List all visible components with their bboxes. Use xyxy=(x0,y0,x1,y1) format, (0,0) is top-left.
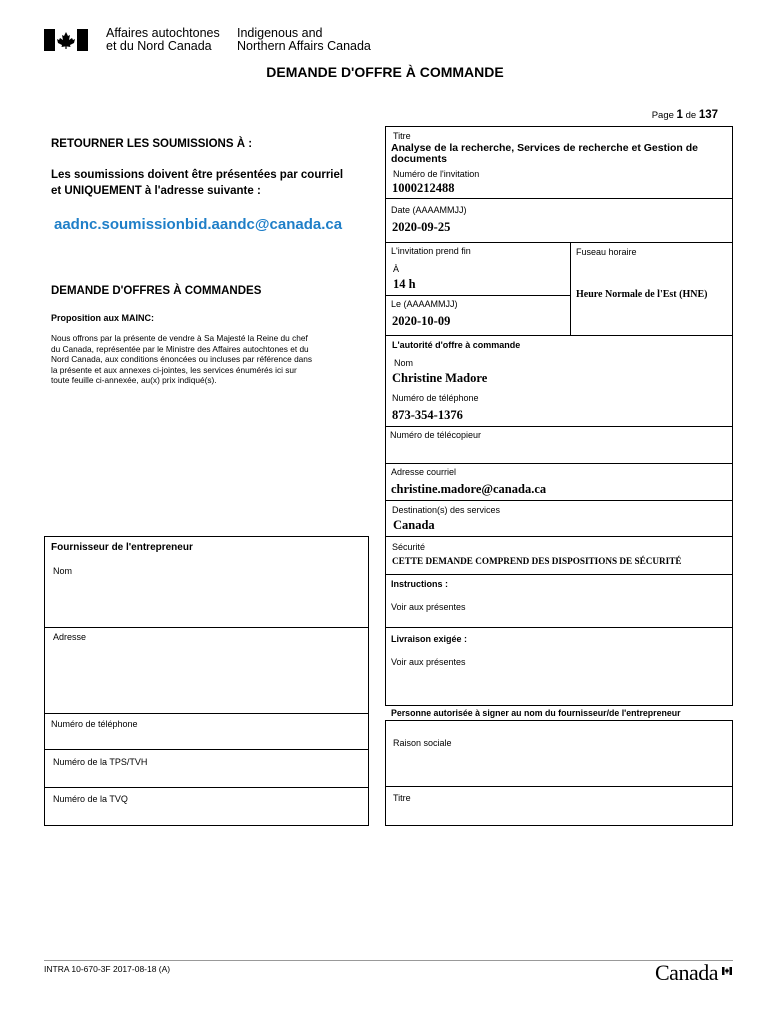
dept-fr-line1: Affaires autochtones xyxy=(106,26,220,40)
title-label: Titre xyxy=(393,131,411,141)
timezone-value: Heure Normale de l'Est (HNE) xyxy=(576,289,708,300)
authority-name-value: Christine Madore xyxy=(392,371,488,385)
destination-label: Destination(s) des services xyxy=(392,505,501,515)
title-value: Analyse de la recherche, Services de recherche et Gestion de documents xyxy=(391,142,698,165)
fax-label: Numéro de télécopieur xyxy=(390,430,482,440)
supplier-address-field[interactable] xyxy=(50,644,364,708)
supplier-tps-field[interactable] xyxy=(200,752,364,784)
canada-wordmark: Canada xyxy=(655,960,718,985)
supplier-phone-label: Numéro de téléphone xyxy=(51,719,138,729)
date-label: Date (AAAAMMJJ) xyxy=(391,205,467,215)
proposal-heading: Proposition aux MAINC: xyxy=(51,313,154,323)
closing-at-label: À xyxy=(393,264,400,274)
delivery-value: Voir aux présentes xyxy=(391,657,466,667)
department-name-en xyxy=(237,27,371,53)
security-value: CETTE DEMANDE COMPREND DES DISPOSITIONS DE SÉCURITÉ xyxy=(392,556,682,566)
submission-email-link[interactable]: aadnc.soumissionbid.aandc@canada.ca xyxy=(54,216,343,233)
instructions-value: Voir aux présentes xyxy=(391,602,466,612)
form-number: INTRA 10-670-3F 2017-08-18 (A) xyxy=(44,964,171,974)
closing-time-value: 14 h xyxy=(393,277,416,291)
supplier-tvq-field[interactable] xyxy=(200,790,364,822)
email-label: Adresse courriel xyxy=(391,467,457,477)
signatory-title-field[interactable] xyxy=(390,805,728,823)
department-name-fr xyxy=(106,27,220,53)
signatory-title-label: Titre xyxy=(393,793,411,803)
company-name-field[interactable] xyxy=(390,752,728,782)
submission-instructions: Les soumissions doivent être présentées par courriel et UNIQUEMENT à l'adresse suivante : xyxy=(51,169,344,197)
supplier-phone-field[interactable] xyxy=(200,716,364,746)
supplier-tvq-label: Numéro de la TVQ xyxy=(53,794,128,804)
authority-phone-value: 873-354-1376 xyxy=(392,408,463,422)
invitation-number-value: 1000212488 xyxy=(392,181,455,195)
proposal-text: Nous offrons par la présente de vendre à Sa Majesté la Reine du chef du Canada, représentée par le Ministre des Affaires autochtones et du Nord Canada, aux conditions énoncées ou incluses par référence dans la présente et aux annexes ci-jointes, les services énumérés ici sur toute feuille ci-annexée, au(x) prix indiqué(s). xyxy=(51,333,313,385)
page-number: Page 1 de 137 xyxy=(651,109,718,121)
supplier-heading: Fournisseur de l'entrepreneur xyxy=(51,542,193,553)
signatory-label: Personne autorisée à signer au nom du fournisseur/de l'entrepreneur xyxy=(391,708,681,718)
canada-flag-logo xyxy=(44,29,88,51)
maple-leaf-icon xyxy=(44,29,88,51)
closing-label: L'invitation prend fin xyxy=(391,246,471,256)
page-title: DEMANDE D'OFFRE À COMMANDE xyxy=(266,64,504,80)
invitation-number-label: Numéro de l'invitation xyxy=(393,169,480,179)
delivery-label: Livraison exigée : xyxy=(391,634,468,644)
supplier-name-field[interactable] xyxy=(50,578,364,622)
return-heading: RETOURNER LES SOUMISSIONS À : xyxy=(51,138,253,150)
company-name-label: Raison sociale xyxy=(393,738,452,748)
supplier-tps-label: Numéro de la TPS/TVH xyxy=(53,757,148,767)
authority-heading: L'autorité d'offre à commande xyxy=(392,340,521,350)
closing-date-label: Le (AAAAMMJJ) xyxy=(391,299,458,309)
supplier-name-label: Nom xyxy=(53,566,73,576)
authority-phone-label: Numéro de téléphone xyxy=(392,393,479,403)
dept-fr-line2: et du Nord Canada xyxy=(106,39,212,53)
security-label: Sécurité xyxy=(392,542,426,552)
dept-en-line2: Northern Affairs Canada xyxy=(237,39,371,53)
authority-name-label: Nom xyxy=(394,358,414,368)
date-value: 2020-09-25 xyxy=(392,220,451,234)
closing-date-value: 2020-10-09 xyxy=(392,314,451,328)
wordmark-flag-icon xyxy=(722,962,732,980)
timezone-label: Fuseau horaire xyxy=(576,247,637,257)
authority-email-value: christine.madore@canada.ca xyxy=(391,482,547,496)
dept-en-line1: Indigenous and xyxy=(237,26,323,40)
footer-divider xyxy=(44,960,733,961)
destination-value: Canada xyxy=(393,518,435,532)
supplier-address-label: Adresse xyxy=(53,632,87,642)
instructions-label: Instructions : xyxy=(391,579,449,589)
section-heading: DEMANDE D'OFFRES À COMMANDES xyxy=(51,285,262,297)
